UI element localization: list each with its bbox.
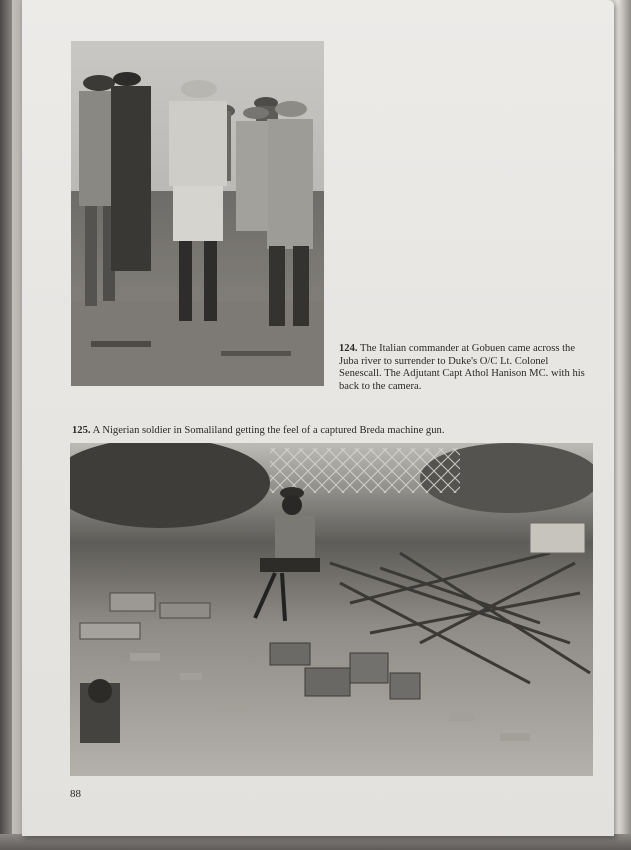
caption-124 — [339, 343, 589, 393]
photo-nigerian-soldier-breda-gun — [70, 443, 593, 776]
caption-text: A Nigerian soldier in Somaliland getting the feel of a captured Breda machine gun. — [92, 425, 445, 436]
caption-number: 124. — [339, 343, 358, 354]
caption-125 — [72, 425, 612, 438]
table-surface — [0, 834, 631, 850]
page-number: 88 — [70, 788, 81, 800]
photo-italian-commander-surrender — [71, 41, 324, 386]
caption-number: 125. — [72, 425, 91, 436]
caption-text: The Italian commander at Gobuen came across the Juba river to surrender to Duke's O/C Lt. Colonel Senescall. The Adjutant Capt Athol Hanison MC. with his back to the camera. — [339, 343, 585, 392]
